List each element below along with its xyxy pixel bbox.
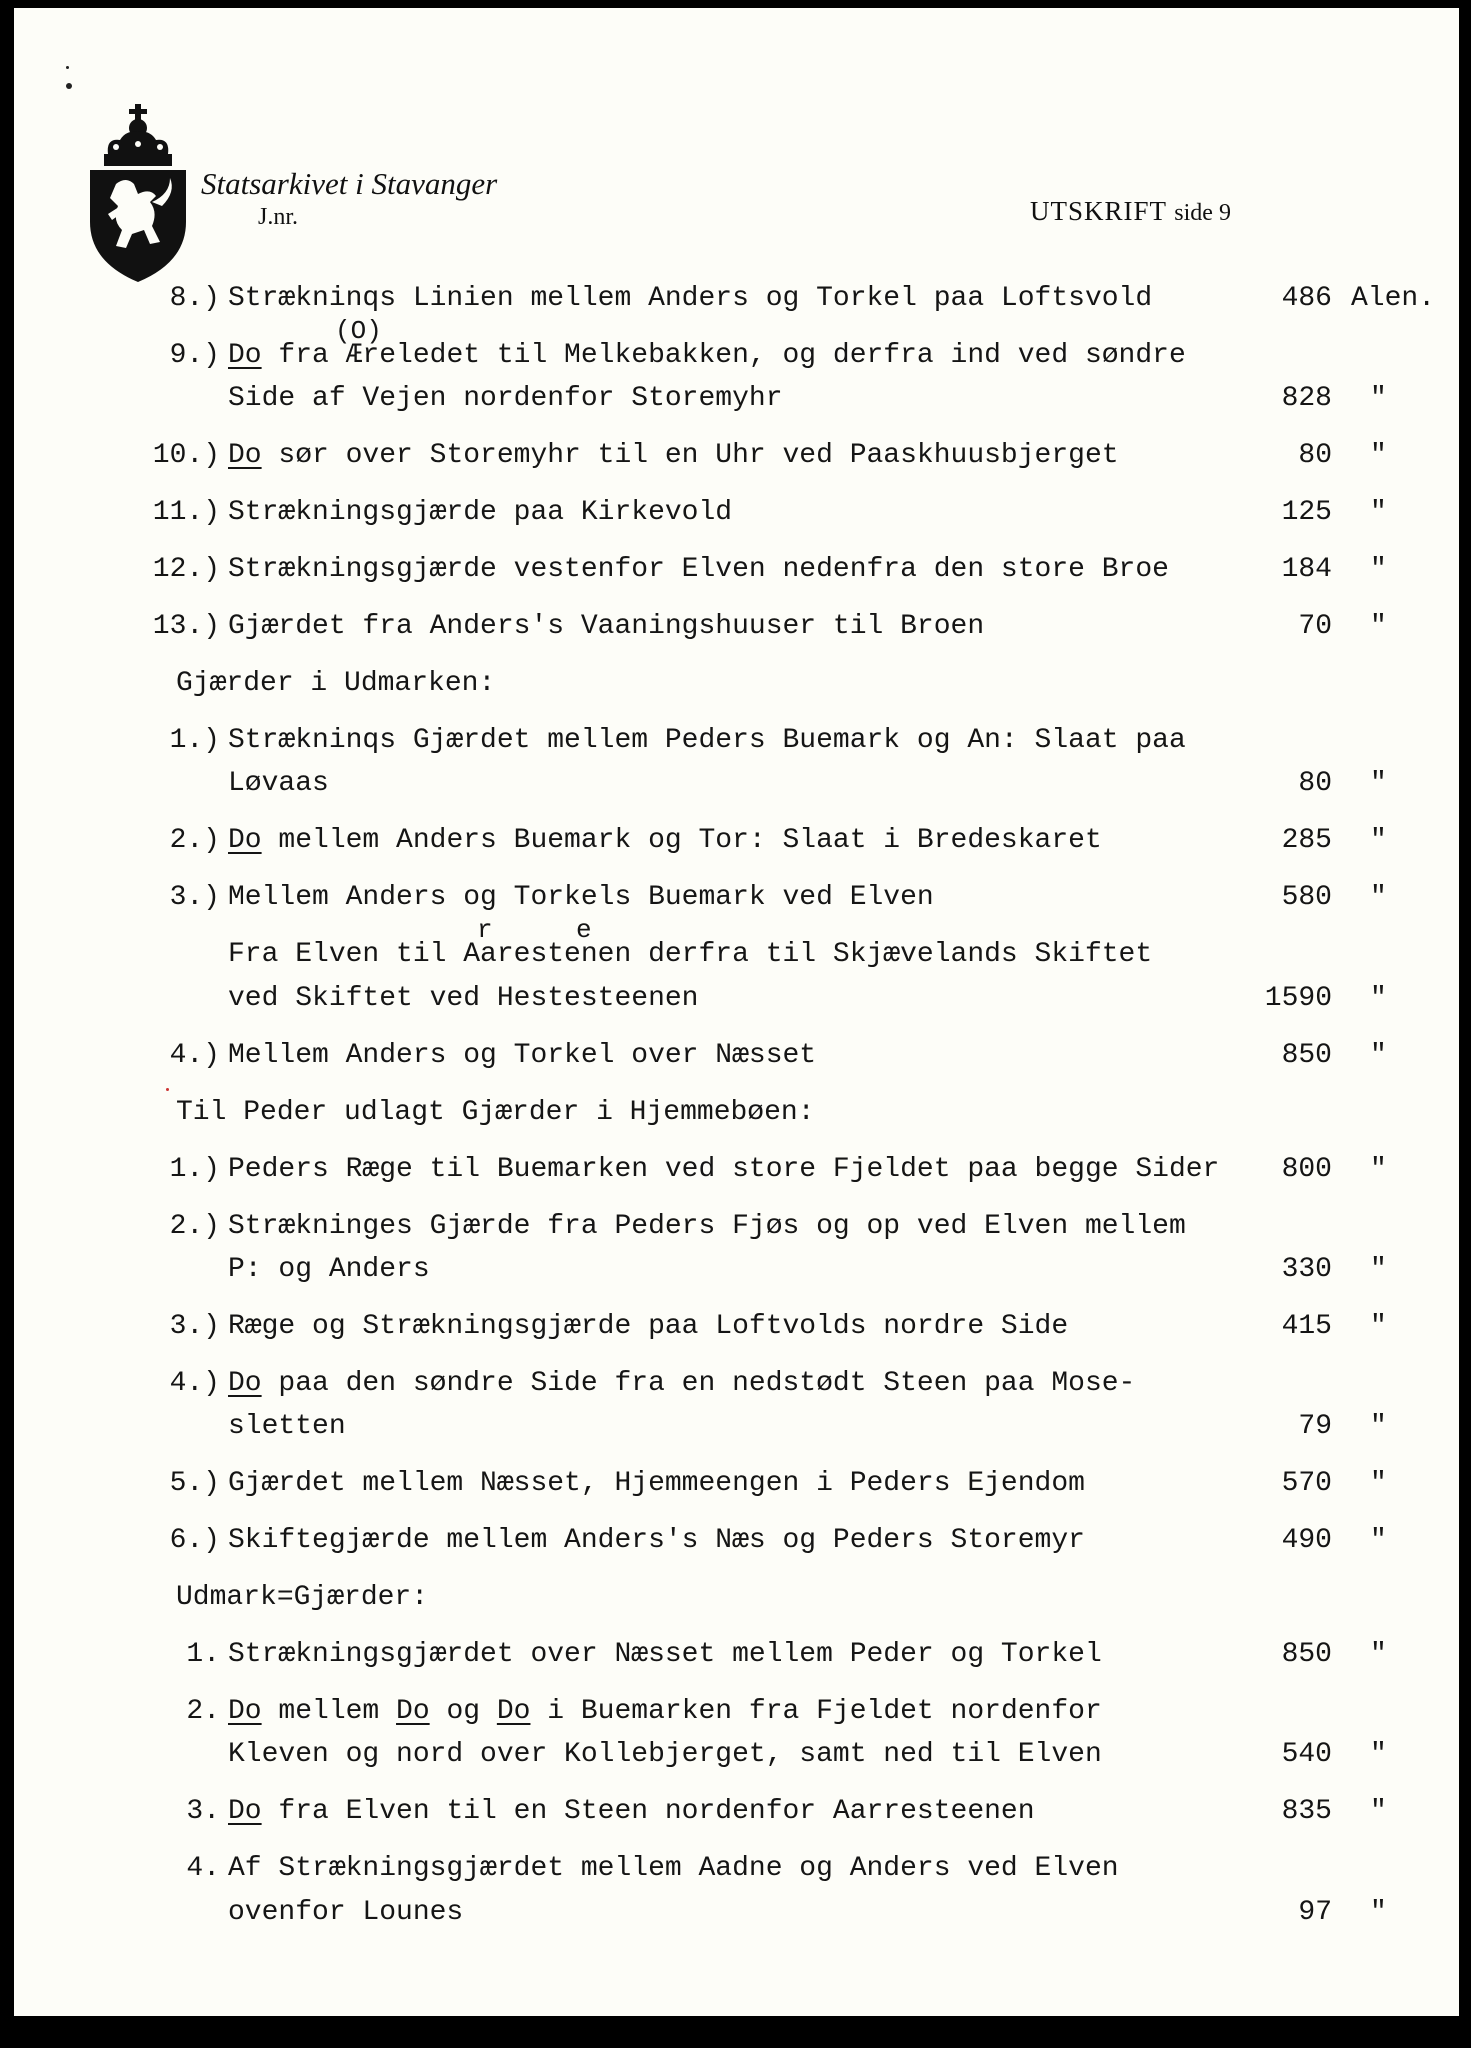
length-amount: 285 bbox=[1281, 825, 1332, 856]
entry-text bbox=[228, 882, 934, 913]
ink-speck bbox=[66, 83, 72, 89]
ditto-mark: Do bbox=[228, 825, 262, 856]
ditto-unit: " bbox=[1370, 1040, 1387, 1071]
entry-segment: Strækninqs Linien mellem Anders og Torkel paa Loftsvold bbox=[228, 283, 1153, 314]
item-number: 2.) bbox=[169, 1211, 220, 1242]
entry-text bbox=[228, 1696, 1102, 1727]
entry-text bbox=[228, 1468, 1085, 1499]
item-number: 12.) bbox=[152, 554, 220, 585]
entry-segment: og bbox=[429, 1696, 497, 1727]
entry-text bbox=[228, 1040, 816, 1071]
ditto-unit: " bbox=[1370, 1897, 1387, 1928]
ditto-unit: " bbox=[1370, 1796, 1387, 1827]
entry-segment: Strækningsgjærde vestenfor Elven nedenfra den store Broe bbox=[228, 554, 1169, 585]
length-amount: 79 bbox=[1298, 1411, 1332, 1442]
item-number: 3.) bbox=[169, 882, 220, 913]
length-amount: 570 bbox=[1281, 1468, 1332, 1499]
entry-segment: Side af Vejen nordenfor Storemyhr bbox=[228, 383, 783, 414]
length-amount: 415 bbox=[1281, 1311, 1332, 1342]
utskrift-label: UTSKRIFT bbox=[1030, 196, 1167, 226]
insertion-mark: (O) bbox=[335, 316, 382, 346]
archive-title: Statsarkivet i Stavanger bbox=[201, 166, 498, 201]
ink-speck bbox=[66, 66, 69, 69]
length-amount: 80 bbox=[1298, 768, 1332, 799]
entry-text bbox=[228, 497, 732, 528]
entry-segment: ved Skiftet ved Hestesteenen bbox=[228, 983, 699, 1014]
entry-segment: Strækningsgjærde paa Kirkevold bbox=[228, 497, 733, 528]
ditto-unit: " bbox=[1370, 1468, 1387, 1499]
ditto-unit: " bbox=[1370, 1254, 1387, 1285]
ditto-unit: " bbox=[1370, 554, 1387, 585]
entry-segment: Gjærdet fra Anders's Vaaningshuuser til Broen bbox=[228, 611, 985, 642]
ditto-unit: " bbox=[1370, 440, 1387, 471]
ditto-unit: " bbox=[1370, 383, 1387, 414]
length-unit: Alen. bbox=[1351, 283, 1436, 314]
length-amount: 850 bbox=[1281, 1639, 1332, 1670]
entry-text bbox=[228, 1639, 1102, 1670]
entry-segment: ovenfor Lounes bbox=[228, 1897, 464, 1928]
length-amount: 1590 bbox=[1264, 983, 1332, 1014]
entry-text bbox=[228, 1525, 1085, 1556]
ditto-mark: Do bbox=[228, 440, 262, 471]
insertion-mark: e bbox=[576, 915, 592, 945]
entry-text bbox=[228, 768, 329, 799]
ditto-unit: " bbox=[1370, 825, 1387, 856]
insertion-mark: r bbox=[477, 915, 493, 945]
norwegian-coat-of-arms-icon bbox=[86, 102, 190, 282]
entry-text bbox=[228, 1796, 1035, 1827]
ditto-unit: " bbox=[1370, 1311, 1387, 1342]
entry-segment: Skiftegjærde mellem Anders's Næs og Peders Storemyr bbox=[228, 1525, 1085, 1556]
ditto-unit: " bbox=[1370, 1525, 1387, 1556]
ditto-unit: " bbox=[1370, 611, 1387, 642]
item-number: 8.) bbox=[169, 283, 220, 314]
length-amount: 80 bbox=[1298, 440, 1332, 471]
entry-text bbox=[228, 611, 984, 642]
entry-text bbox=[228, 983, 698, 1014]
journal-number-label: J.nr. bbox=[258, 204, 299, 230]
entry-text bbox=[228, 1411, 346, 1442]
section-heading: Til Peder udlagt Gjærder i Hjemmebøen: bbox=[176, 1097, 815, 1128]
entry-segment: Mellem Anders og Torkels Buemark ved Elven bbox=[228, 882, 934, 913]
ditto-unit: " bbox=[1370, 1739, 1387, 1770]
length-amount: 540 bbox=[1281, 1739, 1332, 1770]
item-number: 2. bbox=[186, 1696, 220, 1727]
length-amount: 70 bbox=[1298, 611, 1332, 642]
ditto-mark: Do bbox=[228, 1368, 262, 1399]
entry-segment: i Buemarken fra Fjeldet nordenfor bbox=[530, 1696, 1102, 1727]
item-number: 3. bbox=[186, 1796, 220, 1827]
entry-segment: mellem bbox=[261, 1696, 397, 1727]
item-number: 3.) bbox=[169, 1311, 220, 1342]
length-amount: 486 bbox=[1281, 283, 1332, 314]
entry-text bbox=[228, 1311, 1068, 1342]
entry-segment: Strækninqs Gjærdet mellem Peders Buemark og An: Slaat paa bbox=[228, 725, 1186, 756]
entry-segment: fra Elven til en Steen nordenfor Aarresteenen bbox=[261, 1796, 1035, 1827]
item-number: 10.) bbox=[152, 440, 220, 471]
entry-segment: Strækningsgjærdet over Næsset mellem Peder og Torkel bbox=[228, 1639, 1102, 1670]
ditto-unit: " bbox=[1370, 983, 1387, 1014]
entry-text bbox=[228, 1154, 1219, 1185]
entry-text bbox=[228, 1853, 1119, 1884]
length-amount: 330 bbox=[1281, 1254, 1332, 1285]
section-heading: Udmark=Gjærder: bbox=[176, 1582, 429, 1613]
entry-text bbox=[228, 383, 783, 414]
entry-segment: Mellem Anders og Torkel over Næsset bbox=[228, 1040, 817, 1071]
entry-segment: Gjærdet mellem Næsset, Hjemmeengen i Peders Ejendom bbox=[228, 1468, 1085, 1499]
item-number: 13.) bbox=[152, 611, 220, 642]
ditto-mark: Do bbox=[496, 1696, 531, 1727]
entry-text bbox=[228, 939, 1152, 970]
entry-text bbox=[228, 825, 1102, 856]
item-number: 9.) bbox=[169, 340, 220, 371]
item-number: 4.) bbox=[169, 1368, 220, 1399]
ditto-mark: Do bbox=[228, 340, 262, 371]
entry-segment: Fra Elven til Aarestenen derfra til Skjævelands Skiftet bbox=[228, 939, 1153, 970]
section-heading: Gjærder i Udmarken: bbox=[176, 668, 496, 699]
ditto-unit: " bbox=[1370, 768, 1387, 799]
ditto-unit: " bbox=[1370, 882, 1387, 913]
item-number: 11.) bbox=[152, 497, 220, 528]
entry-segment: sletten bbox=[228, 1411, 346, 1442]
ditto-unit: " bbox=[1370, 497, 1387, 528]
entry-text bbox=[228, 1368, 1135, 1399]
length-amount: 580 bbox=[1281, 882, 1332, 913]
entry-text bbox=[228, 1211, 1186, 1242]
ditto-mark: Do bbox=[228, 1696, 262, 1727]
entry-segment: Af Strækningsgjærdet mellem Aadne og Anders ved Elven bbox=[228, 1853, 1119, 1884]
entry-text bbox=[228, 1739, 1102, 1770]
item-number: 1. bbox=[186, 1639, 220, 1670]
item-number: 5.) bbox=[169, 1468, 220, 1499]
item-number: 4.) bbox=[169, 1040, 220, 1071]
entry-segment: paa den søndre Side fra en nedstødt Steen paa Mose- bbox=[261, 1368, 1136, 1399]
length-amount: 490 bbox=[1281, 1525, 1332, 1556]
item-number: 2.) bbox=[169, 825, 220, 856]
ditto-mark: Do bbox=[228, 1796, 262, 1827]
page-title bbox=[1030, 196, 1231, 227]
item-number: 1.) bbox=[169, 1154, 220, 1185]
entry-text bbox=[228, 1897, 463, 1928]
ditto-unit: " bbox=[1370, 1154, 1387, 1185]
entry-segment: fra Æreledet til Melkebakken, og derfra ind ved søndre bbox=[261, 340, 1186, 371]
entry-text bbox=[228, 725, 1186, 756]
entry-text bbox=[228, 554, 1169, 585]
entry-segment: P: og Anders bbox=[228, 1254, 430, 1285]
entry-segment: Strækninges Gjærde fra Peders Fjøs og op ved Elven mellem bbox=[228, 1211, 1186, 1242]
length-amount: 97 bbox=[1298, 1897, 1332, 1928]
ink-speck bbox=[166, 1088, 169, 1091]
entry-text bbox=[228, 1254, 430, 1285]
document-page bbox=[14, 8, 1459, 2016]
entry-segment: Løvaas bbox=[228, 768, 329, 799]
entry-segment: Peders Ræge til Buemarken ved store Fjeldet paa begge Sider bbox=[228, 1154, 1220, 1185]
ditto-unit: " bbox=[1370, 1411, 1387, 1442]
entry-text bbox=[228, 283, 1152, 314]
length-amount: 835 bbox=[1281, 1796, 1332, 1827]
length-amount: 850 bbox=[1281, 1040, 1332, 1071]
entry-segment: mellem Anders Buemark og Tor: Slaat i Bredeskaret bbox=[261, 825, 1102, 856]
length-amount: 184 bbox=[1281, 554, 1332, 585]
ditto-unit: " bbox=[1370, 1639, 1387, 1670]
page-number: side 9 bbox=[1174, 200, 1231, 226]
entry-text bbox=[228, 440, 1119, 471]
length-amount: 800 bbox=[1281, 1154, 1332, 1185]
entry-segment: sør over Storemyhr til en Uhr ved Paaskhuusbjerget bbox=[261, 440, 1119, 471]
length-amount: 828 bbox=[1281, 383, 1332, 414]
item-number: 1.) bbox=[169, 725, 220, 756]
entry-segment: Ræge og Strækningsgjærde paa Loftvolds nordre Side bbox=[228, 1311, 1069, 1342]
item-number: 6.) bbox=[169, 1525, 220, 1556]
length-amount: 125 bbox=[1281, 497, 1332, 528]
item-number: 4. bbox=[186, 1853, 220, 1884]
ditto-mark: Do bbox=[396, 1696, 430, 1727]
entry-segment: Kleven og nord over Kollebjerget, samt ned til Elven bbox=[228, 1739, 1102, 1770]
